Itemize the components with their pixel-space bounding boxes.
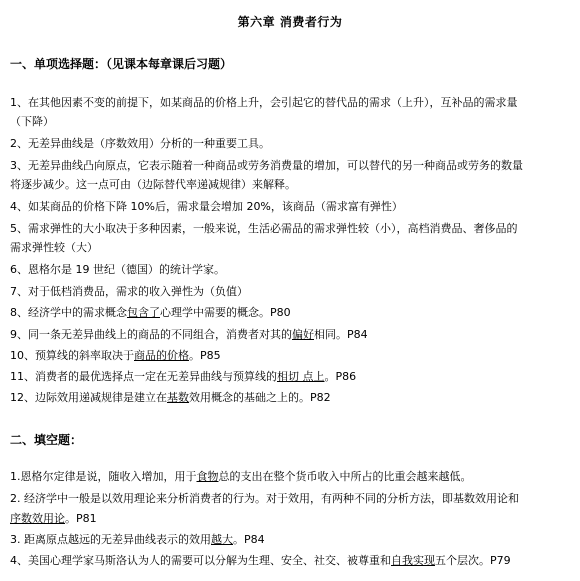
item-12: [10, 391, 575, 405]
section-heading-fill-in: 二、填空题：: [10, 433, 83, 447]
fill-item-3-post: 。P84: [233, 533, 265, 546]
fill-item-2-post: 。P81: [65, 512, 97, 525]
item-8-answer: 包含了: [127, 306, 160, 319]
fill-item-3: [10, 533, 575, 547]
fill-item-1-pre: 1.恩格尔定律是说，随收入增加，用于: [10, 470, 197, 483]
fill-item-4-post: 五个层次。P79: [435, 554, 511, 567]
item-10: [10, 349, 575, 363]
item-4: 4、如某商品的价格下降 10%后，需求量会增加 20%，该商品（需求富有弹性）: [10, 200, 403, 213]
item-1-line-2: （下降）: [10, 115, 54, 128]
fill-item-2-line-2: [10, 512, 575, 526]
fill-item-2-answer: 序数效用论: [10, 512, 65, 525]
fill-item-3-pre: 3. 距离原点越远的无差异曲线表示的效用: [10, 533, 211, 546]
fill-item-3-answer: 越大: [211, 533, 233, 546]
item-3-line-2: 将逐步减少。这一点可由（边际替代率递减规律）来解释。: [10, 178, 296, 191]
item-9: [10, 328, 575, 342]
item-8: [10, 306, 575, 320]
item-2: 2、无差异曲线是（序数效用）分析的一种重要工具。: [10, 137, 270, 150]
fill-item-4-pre: 4、美国心理学家马斯洛认为人的需要可以分解为生理、安全、社交、被尊重和: [10, 554, 391, 567]
item-9-post: 相同。P84: [314, 328, 368, 341]
item-9-answer: 偏好: [292, 328, 314, 341]
fill-item-4: [10, 554, 575, 568]
section-heading-single-choice: 一、单项选择题：（见课本每章课后习题）: [10, 57, 233, 71]
item-10-post: 。P85: [189, 349, 221, 362]
item-8-pre: 8、经济学中的需求概念: [10, 306, 127, 319]
fill-item-4-answer: 自我实现: [391, 554, 435, 567]
item-11-answer: 相切 点上: [277, 370, 325, 383]
item-10-answer: 商品的价格: [134, 349, 189, 362]
item-11: [10, 370, 575, 384]
item-11-post: 。P86: [324, 370, 357, 383]
chapter-title: 第六章 消费者行为: [237, 15, 343, 29]
item-10-pre: 10、预算线的斜率取决于: [10, 349, 134, 362]
fill-item-1: [10, 470, 575, 484]
item-5-line-1: 5、需求弹性的大小取决于多种因素，一般来说，生活必需品的需求弹性较（小），高档消费品、奢侈品的: [10, 222, 518, 235]
item-3-line-1: 3、无差异曲线凸向原点，它表示随着一种商品或劳务消费量的增加，可以替代的另一种商品或劳务的数量: [10, 159, 523, 172]
item-1-line-1: 1、在其他因素不变的前提下，如某商品的价格上升，会引起它的替代品的需求（上升），互补品的需求量: [10, 96, 518, 109]
item-12-pre: 12、边际效用递减规律是建立在: [10, 391, 167, 404]
item-11-pre: 11、消费者的最优选择点一定在无差异曲线与预算线的: [10, 370, 277, 383]
item-8-post: 心理学中需要的概念。P80: [160, 306, 291, 319]
item-9-pre: 9、同一条无差异曲线上的商品的不同组合，消费者对其的: [10, 328, 292, 341]
item-12-answer: 基数: [167, 391, 189, 404]
item-12-post: 效用概念的基础之上的。P82: [189, 391, 331, 404]
item-6: 6、恩格尔是 19 世纪（德国）的统计学家。: [10, 263, 225, 276]
item-7: 7、对于低档消费品，需求的收入弹性为（负值）: [10, 285, 248, 298]
fill-item-2-line-1: 2. 经济学中一般是以效用理论来分析消费者的行为。对于效用，有两种不同的分析方法，即基数效用论和: [10, 492, 519, 505]
fill-item-1-answer: 食物: [196, 470, 219, 483]
fill-item-1-post: 总的支出在整个货币收入中所占的比重会越来越低。: [218, 470, 472, 483]
item-5-line-2: 需求弹性较（大）: [10, 241, 98, 254]
